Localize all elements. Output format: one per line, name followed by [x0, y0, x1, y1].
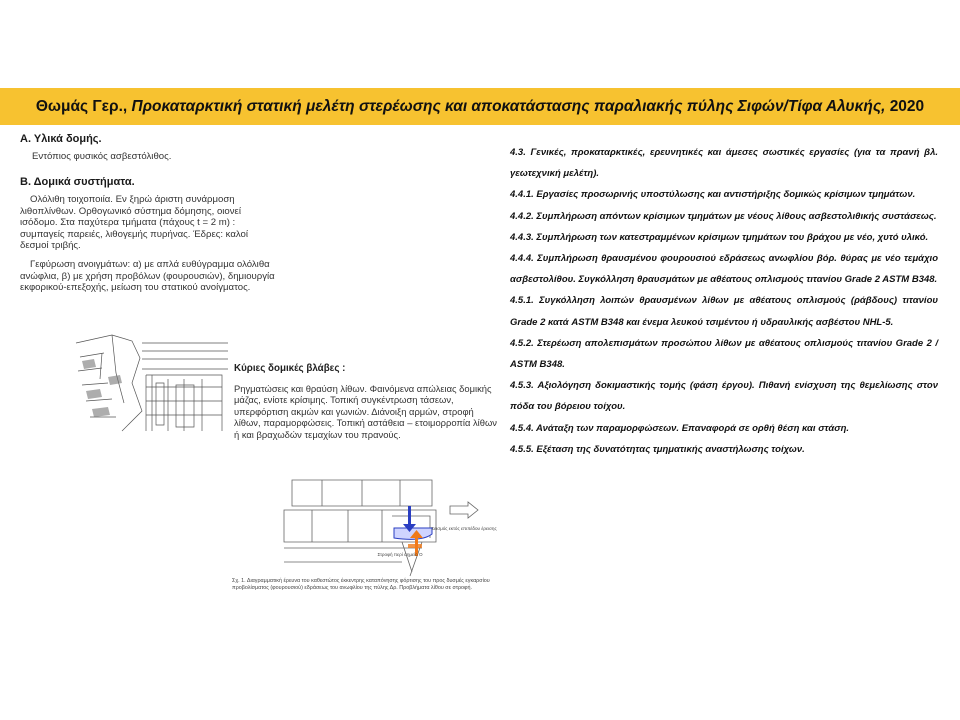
section-b-heading: Β. Δομικά συστήματα. — [20, 176, 135, 189]
section-b-paragraph-2: Γεφύρωση ανοιγμάτων: α) με απλά ευθύγραμμα ολόλιθα ανώφλια, β) με χρήση προβόλων (φουρουσιών), δημιουργία εκφορικού-επεξοχής, μείωση του στατικού ανοίγματος. — [20, 259, 275, 294]
damages-heading: Κύριες δομικές βλάβες : — [234, 363, 346, 374]
works-list-item: 4.5.3. Αξιολόγηση δοκιμαστικής τομής (φάση έργου). Πιθανή ενίσχυση της θεμελίωσης στον πόδα του βόρειου τοίχου. — [510, 380, 938, 413]
works-list-item: 4.5.5. Εξέταση της δυνατότητας τμηματικής αναστήλωσης τοίχων. — [510, 443, 805, 455]
lintel-diagram — [282, 472, 497, 576]
section-b-paragraph-1: Ολόλιθη τοιχοποιία. Εν ξηρώ άριστη συνάρμοση λιθοπλίνθων. Ορθογωνικό σύστημα δόμησης, οιονεί ισόδομο. Στα παχύτερα τμήματα (πάχους t = 2 m) : συμπαγείς παρειές, λιθογεμής πυρήνας. Έδρες: καλοί δεσμοί τριβής. — [20, 194, 249, 251]
works-list-item: 4.3. Γενικές, προκαταρκτικές, ερευνητικές και άμεσες σωστικές εργασίες (για τα πρανή βλ. γεωτεχνική μελέτη). — [510, 147, 938, 180]
works-list-item: 4.5.2. Στερέωση απολεπισμάτων προσώπου λίθων με αθέατους οπλισμούς τιτανίου Grade 2 / ASTM B348. — [510, 337, 938, 371]
title-work: Προκαταρκτική στατική μελέτη στερέωσης και αποκατάστασης παραλιακής πύλης Σιφών/Τίφα Αλυκής, — [131, 97, 886, 115]
structural-damages — [234, 363, 498, 440]
works-list-item: 4.4.3. Συμπλήρωση των κατεστραμμένων κρίσιμων τμημάτων του βράχου με νέο, χυτό υλικό. — [510, 231, 929, 243]
works-list-item: 4.5.1. Συγκόλληση λοιπών θραυσμένων λίθων με αθέατους οπλισμούς (ράβδους) τιτανίου Grade 2 κατά ASTM B348 και ένεμα λευκού τσιμέντου ή υδραυλικής ασβέστου NHL-5. — [510, 295, 938, 328]
gate-sketch-image — [72, 313, 228, 433]
works-list-item: 4.4.1. Εργασίες προσωρινής υποστύλωσης και αντιστήριξης δομικώς κρίσιμων τμημάτων. — [510, 189, 916, 201]
diagram-label-right: Σεισμός εκτός επιπέδου έρεισης — [431, 526, 497, 531]
section-a-text: Εντόπιος φυσικός ασβεστόλιθος. — [32, 151, 172, 162]
title-year: 2020 — [889, 97, 925, 115]
title-bar — [0, 88, 960, 125]
slide-title — [36, 98, 924, 116]
seismic-arrow-icon — [450, 502, 478, 518]
works-list-item: 4.4.2. Συμπλήρωση απόντων κρίσιμων τμημάτων με νέους λίθους ασβεστολιθικής συστάσεως. — [510, 210, 937, 222]
section-a-heading: Α. Υλικά δομής. — [20, 133, 102, 145]
damages-text: Ρηγματώσεις και θραύση λίθων. Φαινόμενα απώλειας δομικής μάζας, ενίοτε κρίσιμης. Τοπική συγκέντρωση τάσεων, υπερφόρτιση ακμών και γωνιών. Διάνοιξη αρμών, στροφή λίθων, παραμορφώσεις. Τοπική αστάθεια – ετοιμορροπία λίθων ή και βραχωδών τεμαχίων του πρανούς. — [234, 383, 497, 440]
works-list — [510, 142, 938, 460]
title-author: Θωμάς Γερ., — [35, 97, 128, 115]
works-list-item: 4.4.4. Συμπλήρωση θραυσμένου φουρουσιού εδράσεως ανωφλίου βόρ. θύρας με νέο τεμάχιο ασβεστολίθου. Συγκόλληση θραυσμάτων με αθέατους οπλισμούς τιτανίου Grade 2 ASTM B348. — [510, 253, 938, 286]
left-column — [20, 133, 278, 302]
figure-caption: Σχ. 1. Διαγραμματική έρευνα του καθεστώτος έκκεντρης καταπόνησης φόρτισης του προς δυσμές εγκαρσίου προβολίσματος (φουρουσιού) εδράσεως του ανωφλίου της πύλης Δρ. Προβλήματα λίθου σε στροφή. — [232, 578, 490, 591]
works-list-item: 4.5.4. Ανάταξη των παραμορφώσεων. Επαναφορά σε ορθή θέση και στάση. — [510, 422, 850, 434]
diagram-label-bottom: Στροφή περί σημείο Ο — [377, 552, 423, 557]
